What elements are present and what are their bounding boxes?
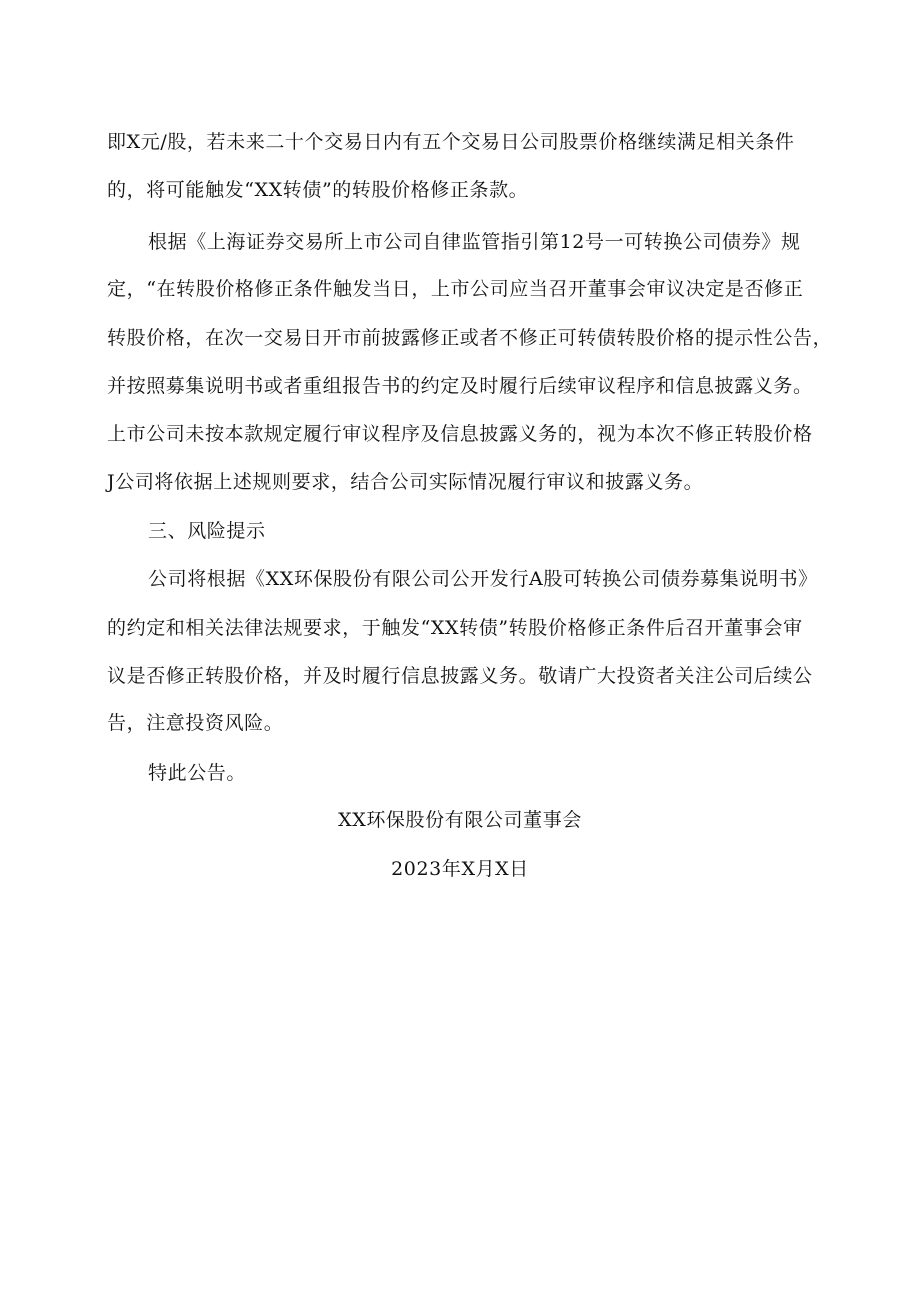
- body-line-4: 定，“在转股价格修正条件触发当日，上市公司应当召开董事会审议决定是否修正: [107, 278, 804, 300]
- body-line-3: 根据《上海证券交易所上市公司自律监管指引第12号一可转换公司债券》规: [148, 231, 801, 253]
- body-line-1: 即X元/股，若未来二十个交易日内有五个交易日公司股票价格继续满足相关条件: [107, 131, 795, 153]
- section-heading-risk: 三、风险提示: [148, 520, 266, 542]
- body-line-10: 公司将根据《XX环保股份有限公司公开发行A股可转换公司债券募集说明书》: [148, 568, 818, 590]
- closing-line: 特此公告。: [148, 762, 247, 784]
- body-line-12: 议是否修正转股价格，并及时履行信息披露义务。敬请广大投资者关注公司后续公: [107, 665, 813, 687]
- body-line-6: 并按照募集说明书或者重组报告书的约定及时履行后续审议程序和信息披露义务。: [107, 375, 813, 397]
- body-line-5: 转股价格，在次一交易日开市前披露修正或者不修正可转债转股价格的提示性公告，: [107, 327, 833, 349]
- body-line-13: 告，注意投资风险。: [107, 712, 284, 734]
- signature: XX环保股份有限公司董事会: [338, 809, 582, 831]
- body-line-8: J公司将依据上述规则要求，结合公司实际情况履行审议和披露义务。: [107, 471, 704, 493]
- date: 2023年X月X日: [391, 858, 529, 880]
- body-line-11: 的约定和相关法律法规要求，于触发“XX转债”转股价格修正条件后召开董事会审: [107, 617, 803, 639]
- body-line-7: 上市公司未按本款规定履行审议程序及信息披露义务的，视为本次不修正转股价格: [107, 423, 813, 445]
- body-line-2: 的，将可能触发“XX转债”的转股价格修正条款。: [107, 179, 529, 201]
